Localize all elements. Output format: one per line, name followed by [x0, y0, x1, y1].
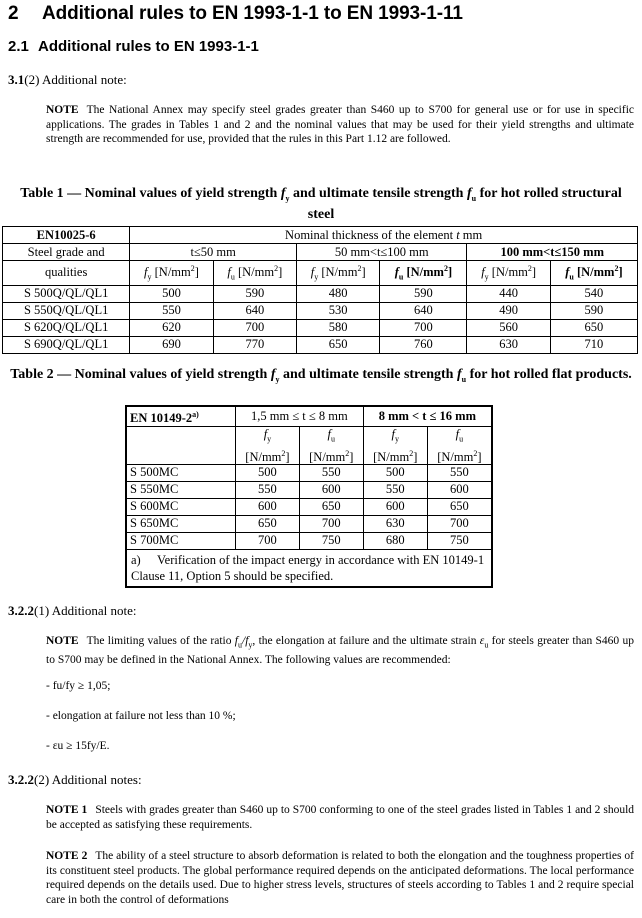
section-title: Additional rules to EN 1993-1-1 to EN 1993-1-11: [42, 3, 463, 24]
table-row: [126, 464, 492, 481]
subsection-title: Additional rules to EN 1993-1-1: [38, 38, 259, 55]
note-label: NOTE: [46, 635, 79, 647]
table1-grade-label-2: qualities: [3, 261, 130, 286]
value-cell: 600: [427, 481, 492, 498]
table-row: [3, 319, 638, 336]
note-text: The ability of a steel structure to absorb deformation is related to both the elongation and the toughness properties of its constituent steel products. The global performance required depends on the anticipated deformations. The local performance required depends on the details used. Due to higher stress levels, structures of steels according to Tables 1 and 2 require special care in both the control of deformations: [46, 850, 635, 906]
value-cell: 590: [380, 285, 467, 302]
col-fu: $f_u$ $[N/mm^2]$: [213, 261, 296, 286]
value-cell: 500: [363, 464, 427, 481]
value-cell: 590: [213, 285, 296, 302]
note-2: [46, 849, 634, 907]
table2-empty-cell: [126, 427, 236, 465]
clause-text: (1) Additional note:: [34, 603, 137, 618]
bullet-elongation: - elongation at failure not less than 10 %;: [46, 710, 236, 722]
table2: [125, 405, 493, 588]
col-fy: $f_y$ $[N/mm^2]$: [363, 427, 427, 465]
clause-ref: 3.2.2: [8, 772, 34, 787]
table-row: [126, 481, 492, 498]
table-row: [3, 285, 638, 302]
table2-standard: EN 10149-2$^{a)}$: [126, 406, 236, 427]
value-cell: 600: [363, 498, 427, 515]
value-cell: 530: [297, 302, 380, 319]
col-fu: $f_u$ $[N/mm^2]$: [299, 427, 363, 465]
grade-cell: S 600MC: [126, 498, 236, 515]
table1-standard: EN10025-6: [3, 227, 130, 244]
value-cell: 650: [550, 319, 637, 336]
grade-cell: S 690Q/QL/QL1: [3, 336, 130, 353]
table-row: [126, 515, 492, 532]
table1-grade-label: Steel grade and: [3, 244, 130, 261]
grade-cell: S 620Q/QL/QL1: [3, 319, 130, 336]
grade-cell: S 650MC: [126, 515, 236, 532]
value-cell: 480: [297, 285, 380, 302]
value-cell: 550: [427, 464, 492, 481]
clause-3-2-2-2: [8, 772, 142, 788]
table1-range-2: 50 mm<t≤100 mm: [297, 244, 467, 261]
value-cell: 630: [363, 515, 427, 532]
value-cell: 700: [380, 319, 467, 336]
col-fy: $f_y$ $[N/mm^2]$: [297, 261, 380, 286]
value-cell: 770: [213, 336, 296, 353]
value-cell: 700: [213, 319, 296, 336]
table1-thickness-header: Nominal thickness of the element t mm: [130, 227, 638, 244]
value-cell: 750: [427, 532, 492, 549]
clause-ref: 3.1: [8, 72, 25, 87]
value-cell: 440: [467, 285, 550, 302]
col-fy: $f_y$ $[N/mm^2]$: [236, 427, 300, 465]
grade-cell: S 500Q/QL/QL1: [3, 285, 130, 302]
value-cell: 650: [297, 336, 380, 353]
table-row: [3, 336, 638, 353]
value-cell: 640: [213, 302, 296, 319]
note-1: [46, 803, 634, 832]
value-cell: 700: [299, 515, 363, 532]
value-cell: 500: [130, 285, 213, 302]
value-cell: 490: [467, 302, 550, 319]
clause-ref: 3.2.2: [8, 603, 34, 618]
note-label: NOTE 2: [46, 850, 88, 862]
grade-cell: S 700MC: [126, 532, 236, 549]
table1-range-1: t≤50 mm: [130, 244, 297, 261]
note-label: NOTE 1: [46, 804, 88, 816]
table1-range-3: 100 mm<t≤150 mm: [467, 244, 638, 261]
value-cell: 700: [236, 532, 300, 549]
value-cell: 550: [130, 302, 213, 319]
table-row: [126, 498, 492, 515]
grade-cell: S 550MC: [126, 481, 236, 498]
value-cell: 700: [427, 515, 492, 532]
grade-cell: S 500MC: [126, 464, 236, 481]
table2-range-1: 1,5 mm ≤ t ≤ 8 mm: [236, 406, 364, 427]
value-cell: 560: [467, 319, 550, 336]
note-3-2-2-1: NOTE The limiting values of the ratio $f_u/f_y$, the elongation at failure and the ultimate strain $\varepsilon_u$ for steels greater than S460 up to S700 may be defined in the National Annex. The following values are recommended:: [46, 635, 634, 666]
col-fu: $f_u$ $[N/mm^2]$: [427, 427, 492, 465]
subsection-number: 2.1: [8, 38, 29, 55]
clause-3-2-2-1: [8, 603, 137, 619]
col-fu: $f_u$ $[N/mm^2]$: [380, 261, 467, 286]
value-cell: 590: [550, 302, 637, 319]
value-cell: 710: [550, 336, 637, 353]
clause-3-1-2: [8, 72, 127, 88]
col-fy: $f_y$ $[N/mm^2]$: [467, 261, 550, 286]
clause-text: (2) Additional notes:: [34, 772, 142, 787]
grade-cell: S 550Q/QL/QL1: [3, 302, 130, 319]
note-3-1-2: [46, 103, 634, 147]
value-cell: 620: [130, 319, 213, 336]
table-row: [3, 302, 638, 319]
value-cell: 600: [236, 498, 300, 515]
table1: [2, 226, 638, 354]
col-fy: $f_y$ $[N/mm^2]$: [130, 261, 213, 286]
note-label: NOTE: [46, 104, 79, 116]
note-text: Steels with grades greater than S460 up to S700 conforming to one of the steel grades listed in Tables 1 and 2 should be accepted as satisfying these requirements.: [46, 804, 635, 831]
bullet-strain: - εu ≥ 15fy/E.: [46, 740, 110, 752]
col-fu: $f_u$ $[N/mm^2]$: [550, 261, 637, 286]
value-cell: 550: [236, 481, 300, 498]
section-heading: [8, 3, 463, 25]
value-cell: 600: [299, 481, 363, 498]
value-cell: 580: [297, 319, 380, 336]
note-text: The National Annex may specify steel grades greater than S460 up to S700 for general use or for use in specific applications. The grades in Tables 1 and 2 and the nominal values that may be used for their yield strengths and ultimate strength are recommended for use, provided that the rules in this Part 1.12 are followed.: [46, 104, 634, 145]
value-cell: 540: [550, 285, 637, 302]
value-cell: 650: [236, 515, 300, 532]
value-cell: 690: [130, 336, 213, 353]
value-cell: 500: [236, 464, 300, 481]
value-cell: 640: [380, 302, 467, 319]
table2-caption: Table 2 — Nominal values of yield strength $f_y$ and ultimate tensile strength $f_u$ for hot rolled flat products.: [10, 367, 632, 384]
subsection-heading: [8, 38, 259, 55]
table-row: [126, 532, 492, 549]
value-cell: 750: [299, 532, 363, 549]
value-cell: 760: [380, 336, 467, 353]
value-cell: 680: [363, 532, 427, 549]
value-cell: 630: [467, 336, 550, 353]
value-cell: 650: [299, 498, 363, 515]
table2-footnote: a) Verification of the impact energy in accordance with EN 10149-1 Clause 11, Option 5 should be specified.: [126, 549, 492, 587]
value-cell: 650: [427, 498, 492, 515]
table2-range-2: 8 mm < t ≤ 16 mm: [363, 406, 492, 427]
value-cell: 550: [299, 464, 363, 481]
section-number: 2: [8, 3, 19, 24]
value-cell: 550: [363, 481, 427, 498]
table1-caption: Table 1 — Nominal values of yield strength $f_y$ and ultimate tensile strength $f_u$ for hot rolled structural steel: [20, 186, 622, 222]
bullet-ratio: - fu/fy ≥ 1,05;: [46, 680, 111, 692]
clause-text: (2) Additional note:: [24, 72, 127, 87]
